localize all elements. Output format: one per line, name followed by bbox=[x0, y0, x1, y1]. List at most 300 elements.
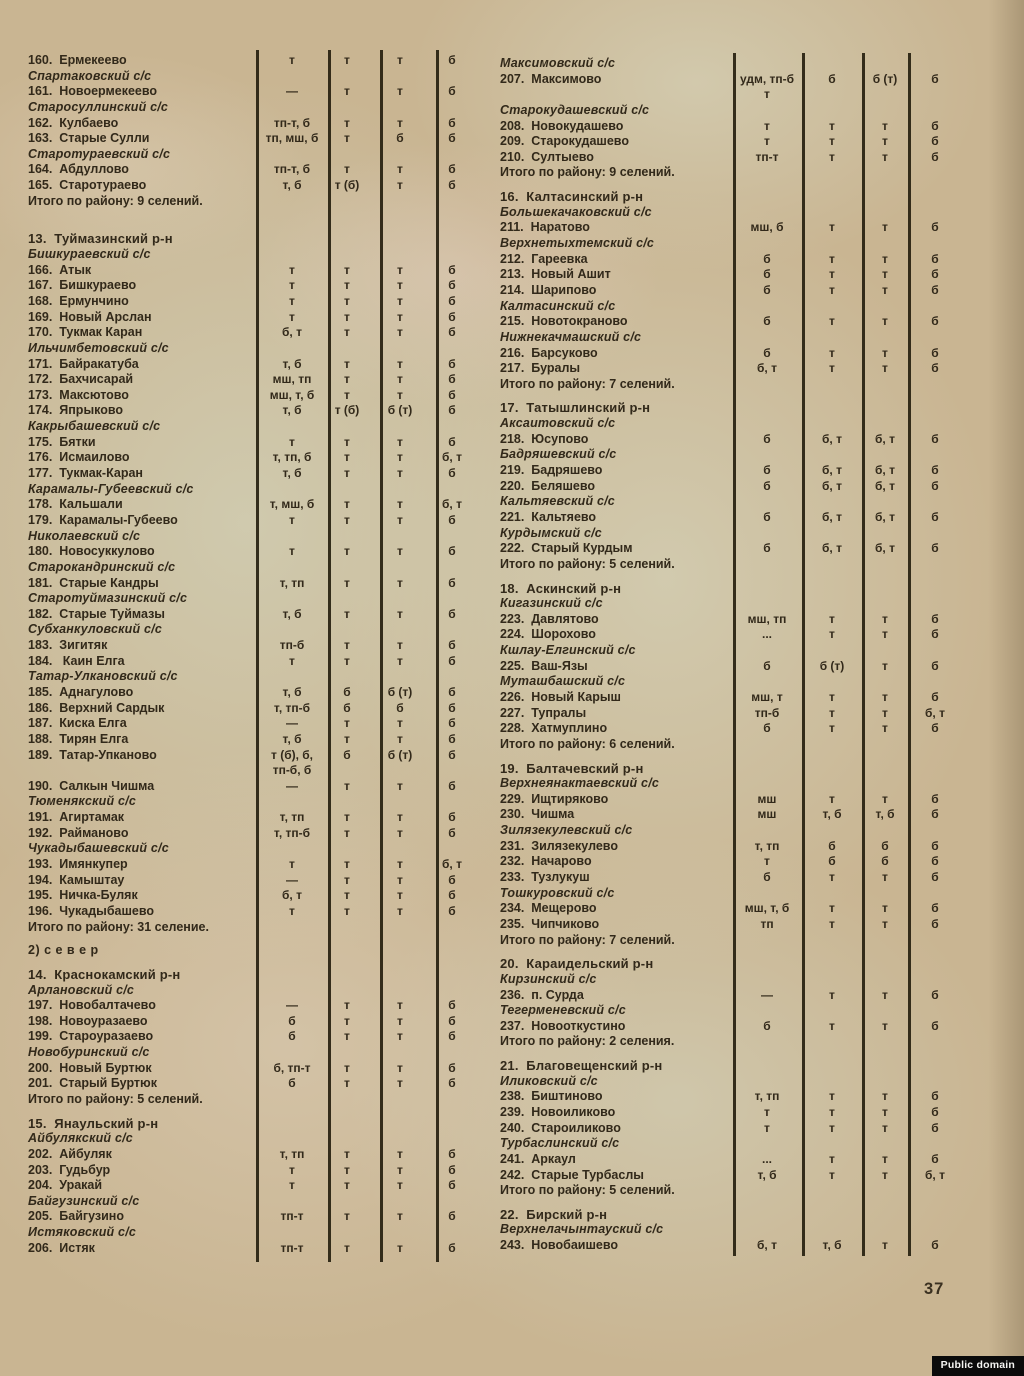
cell-value: б bbox=[448, 293, 456, 308]
subheader-label: Тюменякский с/с bbox=[28, 794, 136, 809]
cell-value: т bbox=[344, 1013, 350, 1028]
cell-value: т bbox=[829, 901, 835, 916]
subheader-label: Татар-Улкановский с/с bbox=[28, 669, 178, 684]
cell-value: т bbox=[829, 251, 835, 266]
header-label: 20. Караидельский р-н bbox=[500, 956, 654, 972]
cell-value: т bbox=[344, 857, 350, 872]
cell-value: т, б bbox=[822, 1238, 842, 1253]
entry-label: 160. Ермекеево bbox=[28, 53, 127, 67]
subheader-label: Кирзинский с/с bbox=[500, 971, 597, 986]
selsoviet-subheader bbox=[500, 56, 970, 72]
selsoviet-subheader bbox=[500, 886, 970, 902]
settlement-entry-row bbox=[28, 685, 493, 701]
cell-value: б bbox=[448, 606, 456, 621]
settlement-entry-row bbox=[28, 178, 493, 194]
settlement-entry-row bbox=[500, 1105, 970, 1121]
cell-value: т bbox=[829, 705, 835, 720]
cell-value: б bbox=[448, 466, 456, 481]
cell-value: тп-т, б bbox=[273, 115, 311, 130]
settlement-entry-row bbox=[28, 576, 493, 592]
selsoviet-subheader bbox=[500, 596, 970, 612]
subheader-label: Нижнекачмашский с/с bbox=[500, 329, 642, 344]
cell-value: ... bbox=[761, 1151, 772, 1166]
cell-value: удм, тп-б bbox=[739, 71, 795, 86]
cell-value: б bbox=[763, 345, 771, 360]
settlement-entry-row bbox=[500, 72, 970, 88]
section-gap bbox=[28, 935, 493, 943]
cell-value: т bbox=[397, 466, 403, 481]
cell-value: б (т) bbox=[387, 403, 413, 418]
cell-value: — bbox=[286, 84, 298, 99]
cell-value: б bbox=[448, 888, 456, 903]
cell-value: б bbox=[448, 115, 456, 130]
settlement-entry-row bbox=[28, 1076, 493, 1092]
cell-value: т bbox=[882, 870, 888, 885]
selsoviet-subheader bbox=[28, 482, 493, 498]
cell-value: т bbox=[882, 1089, 888, 1104]
cell-value: б bbox=[828, 71, 836, 86]
cell-value: б bbox=[448, 162, 456, 177]
selsoviet-subheader bbox=[500, 236, 970, 252]
selsoviet-subheader bbox=[28, 147, 493, 163]
settlement-entry-row bbox=[28, 716, 493, 732]
cell-value: б bbox=[763, 658, 771, 673]
subheader-label: Чукадыбашевский с/с bbox=[28, 841, 169, 856]
subheader-label: Кальтяевский с/с bbox=[500, 494, 615, 509]
cell-value: т bbox=[344, 872, 350, 887]
selsoviet-subheader bbox=[28, 669, 493, 685]
district-total-line bbox=[500, 933, 970, 949]
subheader-label: Верхнелачынтауский с/с bbox=[500, 1222, 664, 1237]
header-label: 22. Бирский р-н bbox=[500, 1206, 608, 1222]
settlement-entry-row bbox=[500, 721, 970, 737]
subheader-label: Большекачаковский с/с bbox=[500, 204, 652, 219]
settlement-entry-row bbox=[28, 497, 493, 513]
selsoviet-subheader bbox=[500, 330, 970, 346]
cell-value: т bbox=[344, 131, 350, 146]
cell-value: б bbox=[931, 345, 939, 360]
entry-label: 203. Гудьбур bbox=[28, 1162, 111, 1177]
cell-value: т bbox=[829, 611, 835, 626]
entry-label: 208. Новокудашево bbox=[500, 118, 624, 133]
settlement-entry-row bbox=[28, 357, 493, 373]
value-continuation-row bbox=[500, 87, 970, 103]
entry-label: 190. Салкын Чишма bbox=[28, 778, 155, 793]
cell-value: б bbox=[931, 220, 939, 235]
entry-label: 225. Ваш-Язы bbox=[500, 658, 588, 673]
subheader-label: Турбаслинский с/с bbox=[500, 1136, 620, 1151]
subheader-label: Старокудашевский с/с bbox=[500, 102, 650, 117]
cell-value: б bbox=[448, 1162, 456, 1177]
cell-value: — bbox=[286, 872, 298, 887]
cell-value: б, т bbox=[822, 509, 842, 524]
entry-label: 238. Биштиново bbox=[500, 1089, 603, 1104]
cell-value: б bbox=[931, 611, 939, 626]
cell-value: т bbox=[344, 575, 350, 590]
cell-value: т bbox=[829, 916, 835, 931]
cell-value: б, т bbox=[442, 857, 462, 872]
cell-value: т bbox=[344, 356, 350, 371]
entry-label: 217. Буралы bbox=[500, 361, 581, 376]
section-gap bbox=[28, 959, 493, 967]
selsoviet-subheader bbox=[28, 841, 493, 857]
settlement-entry-row bbox=[500, 252, 970, 268]
cell-value: т bbox=[344, 1209, 350, 1224]
cell-value: т bbox=[289, 903, 295, 918]
entry-label: 197. Новобалтачево bbox=[28, 998, 156, 1013]
cell-value: т bbox=[344, 1060, 350, 1075]
entry-label: 178. Кальшали bbox=[28, 497, 123, 512]
cell-value: т bbox=[397, 178, 403, 193]
settlement-entry-row bbox=[28, 513, 493, 529]
district-header bbox=[500, 1207, 970, 1223]
district-header bbox=[500, 189, 970, 205]
cell-value: б, т bbox=[822, 541, 842, 556]
total-label: Итого по району: 6 селений. bbox=[500, 736, 675, 751]
settlement-list-left-column bbox=[28, 53, 493, 1256]
cell-value: б bbox=[396, 131, 404, 146]
total-label: Итого по району: 9 селений. bbox=[500, 165, 675, 180]
cell-value: б bbox=[448, 84, 456, 99]
entry-label: 242. Старые Турбаслы bbox=[500, 1167, 644, 1182]
entry-label: 165. Старотураево bbox=[28, 178, 147, 193]
cell-value: тп, мш, б bbox=[265, 131, 319, 146]
entry-label: 233. Тузлукуш bbox=[500, 870, 590, 885]
cell-value: т bbox=[829, 118, 835, 133]
cell-value: т bbox=[882, 251, 888, 266]
cell-value: б bbox=[288, 1076, 296, 1091]
settlement-entry-row bbox=[28, 84, 493, 100]
selsoviet-subheader bbox=[500, 205, 970, 221]
section-gap bbox=[500, 1050, 970, 1058]
cell-value: т bbox=[882, 314, 888, 329]
cell-value: б bbox=[931, 791, 939, 806]
selsoviet-subheader bbox=[28, 69, 493, 85]
cell-value: б bbox=[881, 838, 889, 853]
cell-value: тп-т bbox=[280, 1209, 304, 1224]
district-header bbox=[28, 231, 493, 247]
cell-value: т bbox=[397, 1029, 403, 1044]
cell-value: мш, т, б bbox=[744, 901, 790, 916]
selsoviet-subheader bbox=[28, 622, 493, 638]
cell-value: б, т bbox=[442, 497, 462, 512]
subheader-label: Спартаковский с/с bbox=[28, 68, 152, 83]
cell-value: т bbox=[289, 262, 295, 277]
selsoviet-subheader bbox=[500, 416, 970, 432]
cell-value: б bbox=[448, 1029, 456, 1044]
cell-value: б bbox=[448, 403, 456, 418]
cell-value: б bbox=[931, 431, 939, 446]
cell-value: т, б bbox=[282, 178, 302, 193]
cell-value: т bbox=[829, 345, 835, 360]
subheader-label: Истяковский с/с bbox=[28, 1225, 137, 1240]
district-total-line bbox=[28, 1092, 493, 1108]
cell-value: т bbox=[397, 309, 403, 324]
cell-value: т bbox=[344, 1162, 350, 1177]
cell-value: т bbox=[344, 1029, 350, 1044]
selsoviet-subheader bbox=[28, 419, 493, 435]
cell-value: б bbox=[448, 1209, 456, 1224]
entry-label: 211. Наратово bbox=[500, 220, 590, 235]
cell-value: т bbox=[344, 638, 350, 653]
cell-value: т, б bbox=[282, 731, 302, 746]
selsoviet-subheader bbox=[28, 794, 493, 810]
total-label: Итого по району: 5 селений. bbox=[500, 1183, 675, 1198]
cell-value: мш, тп bbox=[272, 372, 312, 387]
cell-value: тп-б, б bbox=[272, 763, 312, 778]
section-note bbox=[28, 943, 493, 959]
selsoviet-subheader bbox=[500, 674, 970, 690]
cell-value: т bbox=[289, 653, 295, 668]
cell-value: т bbox=[397, 278, 403, 293]
district-total-line bbox=[28, 194, 493, 210]
settlement-entry-row bbox=[28, 607, 493, 623]
cell-value: т bbox=[882, 611, 888, 626]
cell-value: т, мш, б bbox=[269, 497, 315, 512]
cell-value: б bbox=[931, 1018, 939, 1033]
settlement-entry-row bbox=[500, 870, 970, 886]
entry-label: 180. Новосуккулово bbox=[28, 544, 155, 559]
cell-value: б, т bbox=[822, 431, 842, 446]
cell-value: б bbox=[448, 684, 456, 699]
cell-value: т bbox=[344, 53, 350, 67]
cell-value: т bbox=[344, 372, 350, 387]
cell-value: б bbox=[448, 1146, 456, 1161]
subheader-label: Субханкуловский с/с bbox=[28, 622, 162, 637]
cell-value: т bbox=[289, 53, 295, 67]
cell-value: б bbox=[448, 638, 456, 653]
selsoviet-subheader bbox=[500, 1136, 970, 1152]
settlement-entry-row bbox=[500, 119, 970, 135]
cell-value: б bbox=[343, 684, 351, 699]
settlement-entry-row bbox=[28, 701, 493, 717]
cell-value: тп-т, б bbox=[273, 162, 311, 177]
cell-value: б bbox=[931, 149, 939, 164]
settlement-entry-row bbox=[28, 131, 493, 147]
cell-value: т bbox=[397, 1013, 403, 1028]
settlement-entry-row bbox=[500, 807, 970, 823]
cell-value: т bbox=[397, 903, 403, 918]
settlement-entry-row bbox=[500, 988, 970, 1004]
cell-value: т bbox=[344, 466, 350, 481]
cell-value: тп-т bbox=[280, 1240, 304, 1255]
total-label: Итого по району: 5 селений. bbox=[28, 1092, 203, 1106]
entry-label: 188. Тирян Елга bbox=[28, 731, 129, 746]
cell-value: т (б) bbox=[334, 178, 360, 193]
settlement-entry-row bbox=[28, 403, 493, 419]
entry-label: 228. Хатмуплино bbox=[500, 721, 608, 736]
cell-value: б, т bbox=[875, 509, 895, 524]
selsoviet-subheader bbox=[500, 447, 970, 463]
cell-value: б bbox=[931, 721, 939, 736]
settlement-list-right-column bbox=[500, 56, 970, 1254]
entry-label: 204. Уракай bbox=[28, 1178, 103, 1193]
entry-label: 166. Атык bbox=[28, 262, 92, 277]
cell-value: б bbox=[763, 431, 771, 446]
entry-label: 176. Исмаилово bbox=[28, 450, 130, 465]
cell-value: т bbox=[829, 791, 835, 806]
entry-label: 177. Тукмак-Каран bbox=[28, 466, 143, 481]
selsoviet-subheader bbox=[28, 1225, 493, 1241]
cell-value: т bbox=[397, 115, 403, 130]
entry-label: 213. Новый Ашит bbox=[500, 267, 611, 282]
cell-value: б (т) bbox=[387, 684, 413, 699]
cell-value: б, т bbox=[925, 705, 945, 720]
selsoviet-subheader bbox=[500, 494, 970, 510]
cell-value: б bbox=[763, 463, 771, 478]
entry-label: 236. п. Сурда bbox=[500, 987, 584, 1002]
entry-label: 237. Новооткустино bbox=[500, 1018, 626, 1033]
cell-value: т bbox=[397, 810, 403, 825]
cell-value: т bbox=[344, 1146, 350, 1161]
entry-label: 186. Верхний Сардык bbox=[28, 700, 165, 715]
cell-value: т bbox=[344, 115, 350, 130]
subheader-label: Карамалы-Губеевский с/с bbox=[28, 481, 194, 496]
entry-label: 218. Юсупово bbox=[500, 431, 589, 446]
cell-value: т bbox=[289, 544, 295, 559]
subheader-label: Старотураевский с/с bbox=[28, 146, 171, 161]
cell-value: т bbox=[764, 134, 770, 149]
cell-value: т bbox=[829, 870, 835, 885]
cell-value: т, б bbox=[282, 466, 302, 481]
cell-value: т bbox=[397, 575, 403, 590]
cell-value: т, тп, б bbox=[272, 450, 312, 465]
cell-value: т bbox=[397, 998, 403, 1013]
cell-value: т bbox=[882, 1018, 888, 1033]
settlement-entry-row bbox=[500, 1238, 970, 1254]
district-total-line bbox=[500, 165, 970, 181]
entry-label: 171. Байракатуба bbox=[28, 356, 139, 371]
settlement-entry-row bbox=[28, 1163, 493, 1179]
cell-value: б bbox=[763, 541, 771, 556]
entry-label: 216. Барсуково bbox=[500, 345, 598, 360]
cell-value: т bbox=[289, 293, 295, 308]
cell-value: т bbox=[764, 1105, 770, 1119]
entry-label: 195. Ничка-Буляк bbox=[28, 888, 138, 903]
subheader-label: Бишкураевский с/с bbox=[28, 247, 151, 262]
entry-label: 187. Киска Елга bbox=[28, 716, 127, 731]
district-header bbox=[500, 581, 970, 597]
district-total-line bbox=[500, 377, 970, 393]
settlement-entry-row bbox=[28, 779, 493, 795]
cell-value: т (б) bbox=[334, 403, 360, 418]
subheader-label: Тегерменевский с/с bbox=[500, 1003, 626, 1018]
cell-value: т bbox=[829, 721, 835, 736]
entry-label: 189. Татар-Упканово bbox=[28, 747, 157, 762]
cell-value: т bbox=[289, 1178, 295, 1193]
cell-value: т bbox=[882, 267, 888, 282]
cell-value: т bbox=[397, 356, 403, 371]
cell-value: т bbox=[397, 778, 403, 793]
settlement-entry-row bbox=[28, 732, 493, 748]
cell-value: б bbox=[931, 361, 939, 376]
entry-label: 184. Каин Елга bbox=[28, 653, 125, 668]
cell-value: т, тп bbox=[279, 1146, 305, 1161]
cell-value: т bbox=[882, 282, 888, 297]
cell-value: б bbox=[931, 916, 939, 931]
cell-value: т bbox=[344, 387, 350, 402]
public-domain-badge: Public domain bbox=[932, 1356, 1024, 1376]
district-total-line bbox=[28, 920, 493, 936]
entry-label: 199. Староуразаево bbox=[28, 1029, 154, 1044]
cell-value: т bbox=[829, 361, 835, 376]
settlement-entry-row bbox=[28, 294, 493, 310]
settlement-entry-row bbox=[28, 638, 493, 654]
settlement-entry-row bbox=[500, 220, 970, 236]
subheader-label: Кшлау-Елгинский с/с bbox=[500, 643, 636, 658]
cell-value: т, б bbox=[822, 807, 842, 822]
cell-value: т bbox=[397, 293, 403, 308]
entry-label: 219. Бадряшево bbox=[500, 463, 603, 478]
selsoviet-subheader bbox=[28, 341, 493, 357]
cell-value: б, тп-т bbox=[273, 1060, 311, 1075]
cell-value: б bbox=[931, 870, 939, 885]
cell-value: т bbox=[829, 314, 835, 329]
total-label: Итого по району: 7 селений. bbox=[500, 376, 675, 391]
cell-value: т bbox=[344, 606, 350, 621]
cell-value: т, б bbox=[757, 1167, 777, 1182]
cell-value: ... bbox=[761, 627, 772, 642]
cell-value: т bbox=[397, 825, 403, 840]
cell-value: б bbox=[448, 731, 456, 746]
settlement-entry-row bbox=[28, 372, 493, 388]
cell-value: б bbox=[931, 478, 939, 493]
cell-value: т bbox=[397, 372, 403, 387]
cell-value: б, т bbox=[282, 888, 302, 903]
section-gap bbox=[500, 181, 970, 189]
cell-value: т bbox=[829, 987, 835, 1002]
total-label: Итого по району: 9 селений. bbox=[28, 193, 203, 208]
subheader-label: Новобуринский с/с bbox=[28, 1045, 150, 1060]
entry-label: 223. Давлятово bbox=[500, 611, 599, 626]
cell-value: т bbox=[344, 278, 350, 293]
cell-value: т bbox=[344, 888, 350, 903]
cell-value: — bbox=[286, 998, 298, 1013]
total-label: Итого по району: 31 селение. bbox=[28, 919, 209, 934]
settlement-entry-row bbox=[500, 792, 970, 808]
entry-label: 198. Новоуразаево bbox=[28, 1013, 148, 1028]
settlement-entry-row bbox=[500, 690, 970, 706]
section-gap bbox=[28, 209, 493, 231]
cell-value: т bbox=[397, 450, 403, 465]
entry-label: 162. Кулбаево bbox=[28, 115, 119, 130]
cell-value: — bbox=[286, 778, 298, 793]
cell-value: тп-т bbox=[755, 149, 779, 164]
cell-value: т bbox=[397, 606, 403, 621]
entry-label: 164. Абдуллово bbox=[28, 162, 129, 177]
header-label: 13. Туймазинский р-н bbox=[28, 231, 173, 247]
cell-value: б bbox=[448, 53, 456, 67]
cell-value: т bbox=[344, 731, 350, 746]
value-continuation-row bbox=[28, 763, 493, 779]
cell-value: б bbox=[448, 872, 456, 887]
subheader-label: Верхнеянактаевский с/с bbox=[500, 776, 660, 791]
cell-value: б bbox=[931, 267, 939, 282]
subheader-label: Николаевский с/с bbox=[28, 528, 141, 543]
cell-value: т bbox=[344, 825, 350, 840]
cell-value: т bbox=[882, 916, 888, 931]
cell-value: т bbox=[344, 512, 350, 527]
cell-value: т bbox=[829, 220, 835, 235]
cell-value: б bbox=[881, 854, 889, 869]
cell-value: б bbox=[448, 810, 456, 825]
subheader-label: Верхнетыхтемский с/с bbox=[500, 236, 655, 251]
settlement-entry-row bbox=[28, 873, 493, 889]
cell-value: т (б), б, bbox=[270, 747, 314, 762]
district-total-line bbox=[500, 737, 970, 753]
entry-label: 175. Бятки bbox=[28, 434, 96, 449]
settlement-entry-row bbox=[28, 748, 493, 764]
